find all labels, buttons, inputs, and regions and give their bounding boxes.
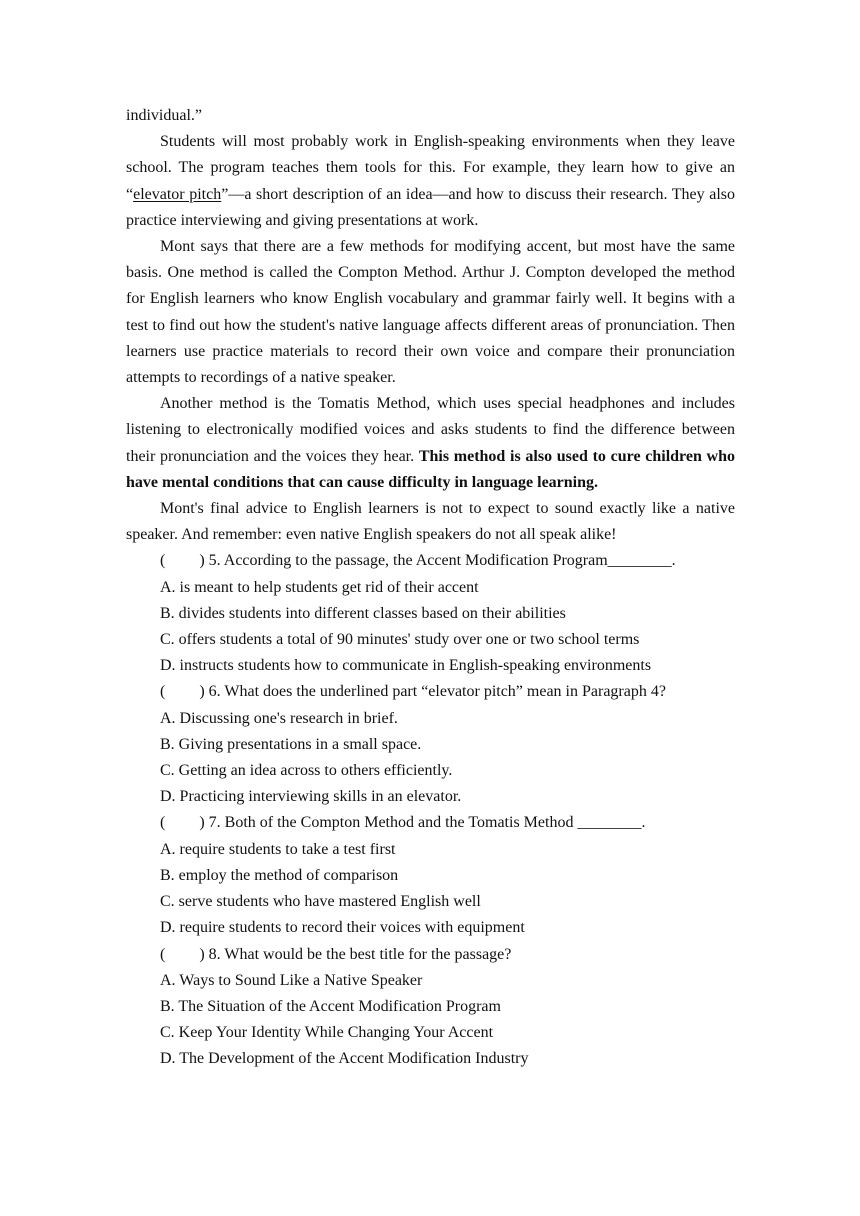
passage-paragraph-end: [126, 103, 735, 129]
answer-bracket-open: (: [160, 552, 166, 570]
option-d: D. The Development of the Accent Modification Industry: [160, 1050, 529, 1068]
option-a: A. Ways to Sound Like a Native Speaker: [160, 971, 423, 989]
option-b: B. The Situation of the Accent Modification Program: [160, 997, 501, 1015]
question-5: [126, 548, 735, 679]
option-d: D. Practicing interviewing skills in an elevator.: [160, 788, 462, 806]
option-b: B. Giving presentations in a small space.: [160, 735, 422, 753]
option-a: A. require students to take a test first: [160, 840, 396, 858]
question-text: ) 6. What does the underlined part “elevator pitch” mean in Paragraph 4?: [199, 683, 666, 701]
paragraph-text: Mont's final advice to English learners is not to expect to sound exactly like a native speaker. And remember: even native English speakers do not all speak alike!: [126, 500, 735, 544]
option-c: C. offers students a total of 90 minutes' study over one or two school terms: [160, 631, 640, 649]
question-stem: [126, 810, 735, 836]
option-c: C. serve students who have mastered English well: [160, 893, 481, 911]
option-c: C. Getting an idea across to others efficiently.: [160, 762, 453, 780]
question-6: [126, 679, 735, 810]
option-b: B. divides students into different classes based on their abilities: [160, 604, 566, 622]
answer-bracket-open: (: [160, 945, 166, 963]
option-d: D. require students to record their voices with equipment: [160, 919, 525, 937]
option-d: D. instructs students how to communicate in English-speaking environments: [160, 657, 652, 675]
option-c: C. Keep Your Identity While Changing Your Accent: [160, 1024, 494, 1042]
bold-sentence: This method is also used to cure children who have mental conditions that can cause difficulty in language learning.: [126, 447, 736, 491]
option-a: A. is meant to help students get rid of their accent: [160, 578, 479, 596]
question-text: ) 5. According to the passage, the Accent Modification Program________.: [199, 552, 676, 570]
answer-bracket-open: (: [160, 683, 166, 701]
question-text: ) 7. Both of the Compton Method and the Tomatis Method ________.: [199, 814, 646, 832]
question-stem: [126, 679, 735, 705]
paragraph-text: ”—a short description of an idea—and how to discuss their research. They also practice interviewing and giving presentations at work.: [126, 185, 736, 229]
passage-paragraph-tomatis: [126, 391, 735, 496]
question-8: [126, 942, 735, 1073]
option-a: A. Discussing one's research in brief.: [160, 709, 398, 727]
question-text: ) 8. What would be the best title for the passage?: [199, 945, 512, 963]
question-stem: [126, 942, 735, 968]
question-7: [126, 810, 735, 941]
underlined-phrase: elevator pitch: [133, 185, 222, 203]
paragraph-text: individual.”: [126, 107, 202, 124]
passage-paragraph-advice: [126, 496, 735, 548]
paragraph-text: Mont says that there are a few methods for modifying accent, but most have the same basis. One method is called the Compton Method. Arthur J. Compton developed the method for English learners who know English vocabulary and grammar fairly well. It begins with a test to find out how the student's native language affects different areas of pronunciation. Then learners use practice materials to record their own voice and compare their pronunciation attempts to recordings of a native speaker.: [126, 238, 735, 387]
answer-bracket-open: (: [160, 814, 166, 832]
passage-paragraph-career-tools: [126, 129, 735, 234]
paragraph-text: Another method is the Tomatis Method, which uses special headphones and includes listening to electronically modified voices and asks students to find the difference between their pronunciation and the voices they hear.: [126, 395, 735, 465]
question-stem: [126, 548, 735, 574]
option-b: B. employ the method of comparison: [160, 866, 399, 884]
paragraph-text: Students will most probably work in English-speaking environments when they leave school. The program teaches them tools for this. For example, they learn how to give an “: [126, 133, 735, 203]
passage-paragraph-compton: [126, 234, 735, 391]
document-page: [126, 103, 735, 1073]
